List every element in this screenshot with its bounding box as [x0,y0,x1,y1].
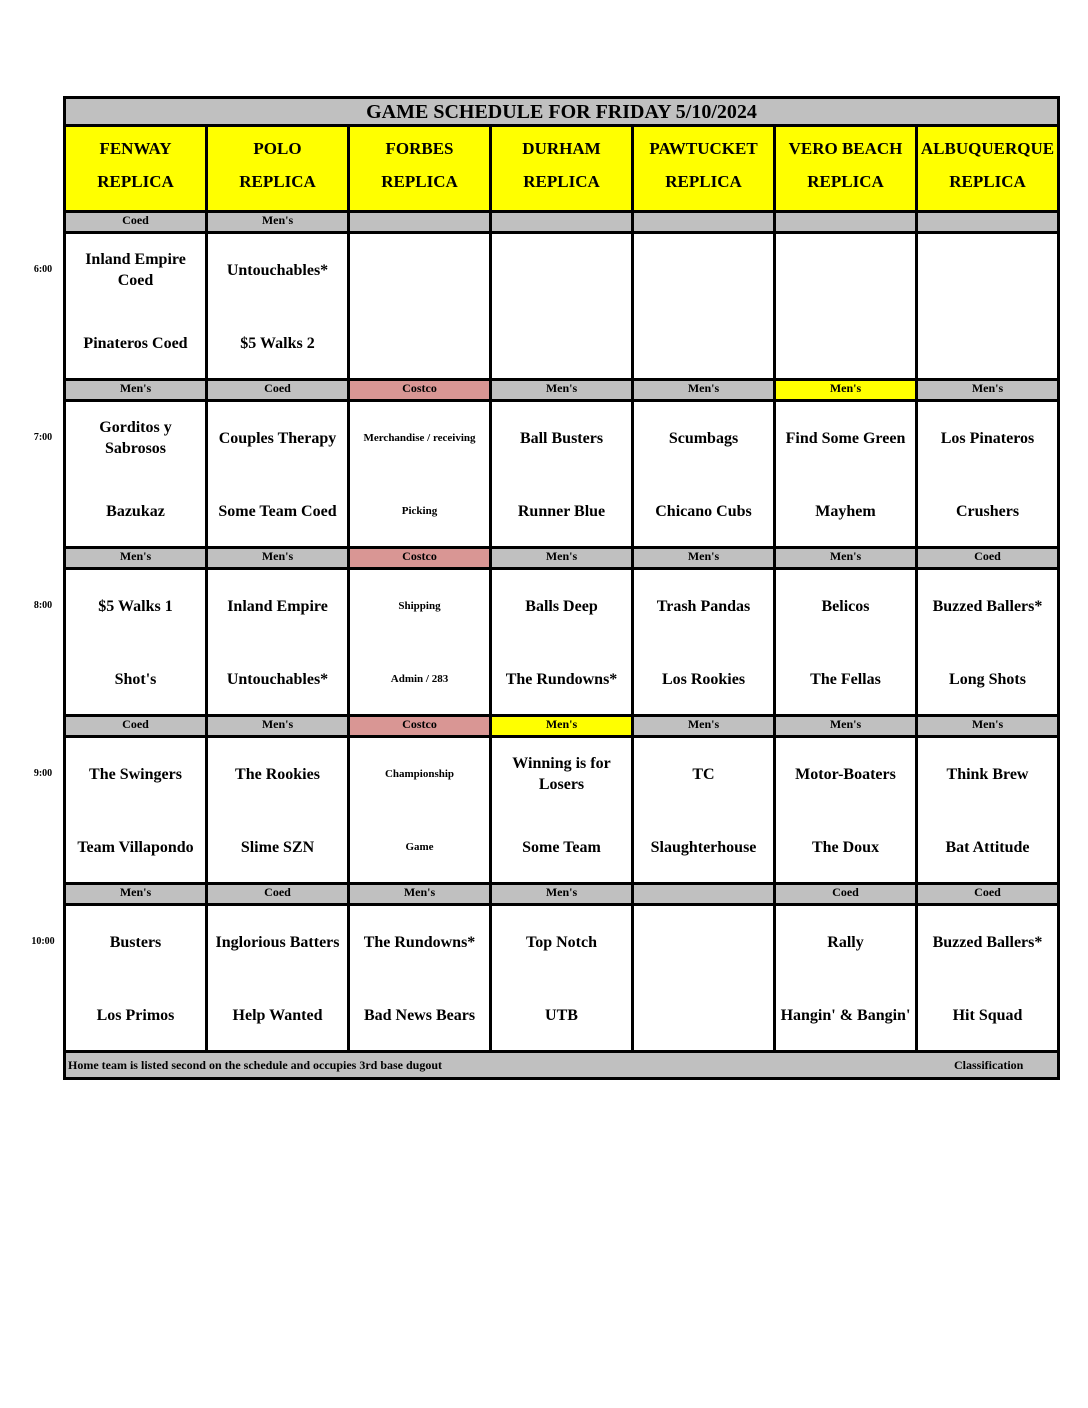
classification-badge [492,213,634,234]
home-team: Team Villapondo [77,838,194,856]
game-cell [918,234,1057,381]
home-team: Long Shots [949,670,1026,688]
home-team: Slaughterhouse [650,838,757,856]
classification-badge: Coed [918,549,1057,570]
time-label: 10:00 [31,936,55,947]
field-header-forbes [350,127,492,213]
field-name: ALBUQUERQUE [920,139,1055,158]
field-header-fenway [66,127,208,213]
classification-badge: Men's [208,549,350,570]
field-name: DURHAM [522,139,601,158]
field-name: VERO BEACH [788,139,903,158]
away-team: Find Some Green [785,429,906,447]
game-cell [918,906,1057,1053]
home-team: UTB [545,1006,578,1024]
home-team: Runner Blue [517,502,606,520]
away-team [634,244,773,296]
field-type: REPLICA [523,172,600,191]
game-cell [776,738,918,885]
away-team: The Rookies [235,765,320,783]
classification-badge: Costco [350,549,492,570]
home-team: The Rundowns* [505,670,618,688]
home-team: Los Primos [96,1006,175,1024]
away-team: Inland Empire [227,597,328,615]
home-team [350,317,489,369]
classification-badge: Men's [776,717,918,738]
home-team: Some Team [522,838,601,856]
classification-badge: Men's [634,549,776,570]
time-label: 6:00 [33,264,53,275]
away-team: The Swingers [89,765,182,783]
home-team: Hangin' & Bangin' [780,1006,911,1024]
field-header-durham [492,127,634,213]
away-team: Trash Pandas [656,597,751,615]
away-team: The Rundowns* [363,933,476,951]
away-team: Balls Deep [525,597,598,615]
home-team: Help Wanted [232,1006,323,1024]
field-header-vero-beach [776,127,918,213]
field-header-polo [208,127,350,213]
home-team: Untouchables* [226,670,329,688]
classification-badge: Men's [918,381,1057,402]
away-team [776,244,915,296]
home-team [776,317,915,369]
field-type: REPLICA [381,172,458,191]
home-team [634,989,773,1041]
classification-badge [634,885,776,906]
home-team: Chicano Cubs [655,502,752,520]
away-team: Gorditos y Sabrosos [99,419,172,457]
away-team: Los Pinateros [940,429,1035,447]
home-team: The Doux [811,838,880,856]
game-cell [66,738,208,885]
field-type: REPLICA [239,172,316,191]
classification-badge [776,213,918,234]
away-team: Motor-Boaters [795,765,896,783]
classification-badge: Men's [492,381,634,402]
home-team: Bazukaz [106,502,165,520]
game-cell [776,234,918,381]
classification-badge: Men's [918,717,1057,738]
game-cell [208,570,350,717]
game-cell [208,234,350,381]
away-team: Untouchables* [226,261,329,279]
away-team: Think Brew [946,765,1029,783]
field-type: REPLICA [949,172,1026,191]
home-team: Picking [401,504,438,517]
classification-badge: Costco [350,717,492,738]
game-cell [208,402,350,549]
away-team: $5 Walks 1 [98,597,173,615]
classification-badge: Men's [776,549,918,570]
classification-badge: Coed [208,885,350,906]
classification-badge [918,213,1057,234]
away-team [634,916,773,968]
home-team: Los Rookies [661,670,746,688]
away-team: TC [692,765,715,783]
away-team: Championship [384,767,455,780]
home-team: Admin / 283 [390,672,449,685]
away-team: Scumbags [668,429,739,447]
game-cell [776,570,918,717]
away-team: Belicos [821,597,870,615]
schedule-footer [66,1053,1057,1077]
game-cell [492,570,634,717]
game-cell [918,402,1057,549]
game-cell [350,402,492,549]
field-type: REPLICA [665,172,742,191]
game-cell [350,234,492,381]
game-cell [776,402,918,549]
schedule-table [63,96,1060,1080]
away-team: Couples Therapy [218,429,337,447]
home-team: Hit Squad [952,1006,1023,1024]
away-team: Inland Empire Coed [85,251,186,289]
game-cell [350,906,492,1053]
away-team: Buzzed Ballers* [932,933,1043,951]
game-cell [208,738,350,885]
home-team: Some Team Coed [218,502,337,520]
classification-badge: Coed [66,717,208,738]
classification-badge: Men's [776,381,918,402]
away-team [918,244,1057,296]
field-type: REPLICA [807,172,884,191]
time-label: 7:00 [33,432,53,443]
field-header-pawtucket [634,127,776,213]
home-team: The Fellas [810,670,881,688]
game-cell [634,906,776,1053]
field-type: REPLICA [97,172,174,191]
classification-badge: Men's [492,549,634,570]
home-team: Shot's [114,670,157,688]
field-name: FENWAY [99,139,172,158]
home-team [634,317,773,369]
home-team: Bad News Bears [363,1006,476,1024]
home-team: Pinateros Coed [83,334,188,352]
game-cell [66,570,208,717]
game-cell [66,906,208,1053]
game-cell [918,738,1057,885]
home-team [492,317,631,369]
game-cell [634,738,776,885]
game-cell [492,906,634,1053]
classification-badge: Costco [350,381,492,402]
game-cell [492,234,634,381]
game-cell [492,402,634,549]
home-team: Bat Attitude [945,838,1030,856]
away-team: Merchandise / receiving [363,431,476,444]
away-team: Inglorious Batters [215,933,340,951]
classification-badge: Men's [492,717,634,738]
away-team [350,244,489,296]
classification-badge: Men's [492,885,634,906]
away-team [492,244,631,296]
classification-badge: Coed [208,381,350,402]
classification-badge: Men's [66,549,208,570]
game-cell [634,234,776,381]
game-cell [918,570,1057,717]
away-team: Top Notch [526,933,597,951]
away-team: Rally [827,933,864,951]
time-label: 9:00 [33,768,53,779]
field-name: PAWTUCKET [649,139,758,158]
home-team: Mayhem [815,502,876,520]
field-name: FORBES [385,139,454,158]
classification-badge: Coed [66,213,208,234]
field-header-albuquerque [918,127,1057,213]
game-cell [350,738,492,885]
game-cell [776,906,918,1053]
schedule-title: GAME SCHEDULE FOR FRIDAY 5/10/2024 [66,99,1057,127]
game-cell [208,906,350,1053]
away-team: Winning is for Losers [512,755,611,793]
classification-badge: Men's [66,381,208,402]
classification-badge: Men's [350,885,492,906]
classification-legend: Classification [954,1058,1024,1072]
classification-badge [350,213,492,234]
game-cell [634,402,776,549]
game-cell [66,402,208,549]
game-cell [66,234,208,381]
game-cell [350,570,492,717]
home-team [918,317,1057,369]
classification-badge: Men's [208,213,350,234]
game-cell [634,570,776,717]
away-team: Busters [109,933,162,951]
home-team: $5 Walks 2 [240,334,315,352]
classification-badge: Coed [918,885,1057,906]
field-name: POLO [253,139,302,158]
footer-note: Home team is listed second on the schedule and occupies 3rd base dugout [68,1058,443,1072]
away-team: Ball Busters [519,429,604,447]
classification-badge [634,213,776,234]
classification-badge: Coed [776,885,918,906]
away-team: Shipping [398,599,441,612]
home-team: Slime SZN [240,838,315,856]
classification-badge: Men's [634,381,776,402]
time-label: 8:00 [33,600,53,611]
away-team: Buzzed Ballers* [932,597,1043,615]
classification-badge: Men's [208,717,350,738]
classification-badge: Men's [66,885,208,906]
home-team: Crushers [955,502,1020,520]
home-team: Game [405,840,434,853]
game-cell [492,738,634,885]
classification-badge: Men's [634,717,776,738]
